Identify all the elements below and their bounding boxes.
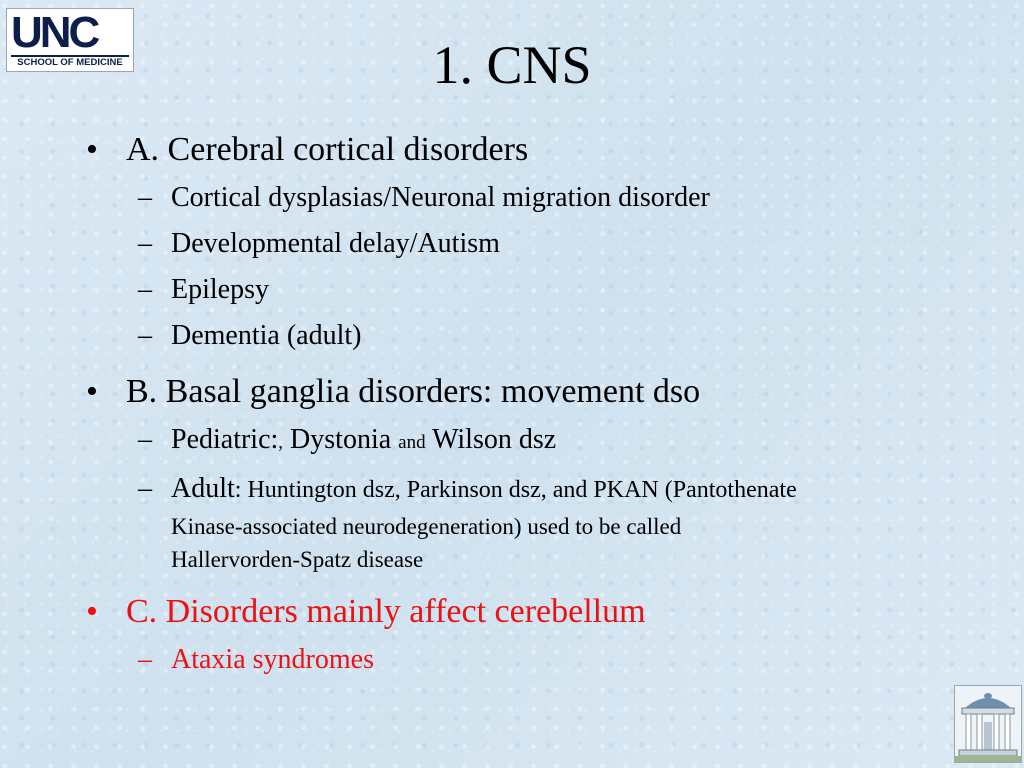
dash-icon: –: [138, 644, 152, 675]
sub-item-label: Dementia (adult): [171, 320, 362, 351]
sub-item-label: Epilepsy: [171, 274, 269, 305]
slide-content: [86, 128, 986, 680]
pediatric-comma: ,: [278, 432, 284, 453]
bullet-section-c: [86, 590, 986, 634]
bullet-icon: •: [86, 593, 98, 630]
sub-item-cortical-dysplasias: [86, 178, 986, 218]
sub-item-developmental-delay: [86, 224, 986, 264]
adult-line-2: Kinase-associated neurodegeneration) used to be called: [171, 514, 682, 539]
logo-mark: UNC: [11, 8, 98, 57]
section-a-label: A. Cerebral cortical disorders: [126, 131, 529, 168]
slide-title: 1. CNS: [432, 35, 592, 95]
bullet-icon: •: [86, 131, 98, 168]
sub-item-pediatric: [86, 420, 986, 463]
sub-item-ataxia: [86, 640, 986, 680]
sub-item-label: Developmental delay/Autism: [171, 228, 500, 259]
bullet-section-b: [86, 370, 986, 414]
old-well-rotunda-icon: [954, 685, 1022, 763]
section-c-label: C. Disorders mainly affect cerebellum: [126, 593, 646, 630]
dash-icon: –: [138, 182, 152, 213]
dash-icon: –: [138, 424, 152, 455]
sub-item-label: Cortical dysplasias/Neuronal migration disorder: [171, 182, 710, 213]
section-b-label: B. Basal ganglia disorders: movement dso: [126, 373, 701, 410]
sub-item-epilepsy: [86, 270, 986, 310]
adult-line-3: Hallervorden-Spatz disease: [171, 547, 424, 572]
sub-item-label: Ataxia syndromes: [171, 644, 374, 675]
pediatric-dystonia: Dystonia: [290, 424, 392, 455]
adult-lead: Adult: [171, 473, 235, 504]
dash-icon: –: [138, 473, 152, 504]
dash-icon: –: [138, 320, 152, 351]
old-well-rotunda-graphic: [955, 686, 1021, 762]
pediatric-wilson: Wilson dsz: [432, 424, 557, 455]
dash-icon: –: [138, 228, 152, 259]
dash-icon: –: [138, 274, 152, 305]
sub-item-dementia: [86, 316, 986, 356]
bullet-section-a: [86, 128, 986, 172]
logo-subtitle: SCHOOL OF MEDICINE: [11, 55, 129, 68]
pediatric-lead: Pediatric:: [171, 424, 279, 455]
adult-line-1: : Huntington dsz, Parkinson dsz, and PKAN (Pantothenate: [234, 477, 797, 503]
pediatric-and: and: [398, 432, 426, 453]
bullet-icon: •: [86, 373, 98, 410]
sub-item-adult: [86, 469, 986, 576]
